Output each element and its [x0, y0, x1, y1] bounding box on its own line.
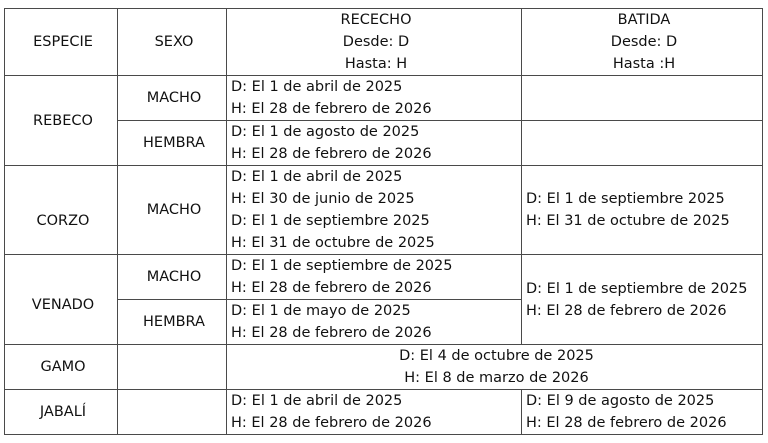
date-to: H: El 30 de junio de 2025 — [231, 191, 415, 207]
header-sexo: SEXO — [118, 9, 227, 76]
species-corzo: CORZO — [5, 166, 118, 255]
batida-dates — [522, 390, 763, 435]
header-rececho-hasta: Hasta: H — [344, 56, 408, 72]
table-row — [5, 76, 763, 121]
date-from: D: El 1 de mayo de 2025 — [231, 303, 411, 319]
header-rececho — [227, 9, 522, 76]
date-from: D: El 1 de agosto de 2025 — [231, 124, 420, 140]
date-from: D: El 1 de septiembre 2025 — [526, 191, 725, 207]
date-from: D: El 9 de agosto de 2025 — [526, 393, 715, 409]
sex-cell: MACHO — [118, 76, 227, 121]
date-to: H: El 28 de febrero de 2026 — [231, 415, 432, 431]
date-from: D: El 1 de abril de 2025 — [231, 79, 403, 95]
date-from: D: El 1 de septiembre de 2025 — [526, 280, 748, 297]
date-from: D: El 1 de abril de 2025 — [231, 393, 403, 409]
table-row — [5, 166, 763, 255]
rececho-dates — [227, 121, 522, 166]
header-row — [5, 9, 763, 76]
header-rececho-title: RECECHO — [340, 12, 412, 28]
batida-dates — [522, 166, 763, 255]
table-row — [5, 255, 763, 300]
date-to: H: El 28 de febrero de 2026 — [526, 302, 727, 319]
sex-cell-empty — [118, 345, 227, 390]
table-row — [5, 345, 763, 390]
header-especie: ESPECIE — [5, 9, 118, 76]
date-to: H: El 28 de febrero de 2026 — [231, 101, 432, 117]
date-to: H: El 28 de febrero de 2026 — [231, 280, 432, 296]
sex-cell-empty — [118, 390, 227, 435]
rececho-dates — [227, 76, 522, 121]
table-row — [5, 121, 763, 166]
batida-dates-empty — [522, 121, 763, 166]
sex-cell: HEMBRA — [118, 300, 227, 345]
sex-cell: MACHO — [118, 255, 227, 300]
species-gamo: GAMO — [5, 345, 118, 390]
rececho-dates — [227, 166, 522, 255]
sex-cell: HEMBRA — [118, 121, 227, 166]
rececho-dates — [227, 255, 522, 300]
date-from: D: El 1 de abril de 2025 — [231, 169, 403, 185]
date-to: H: El 31 de octubre de 2025 — [526, 213, 730, 229]
combined-dates — [227, 345, 763, 390]
date-to: H: El 31 de octubre de 2025 — [231, 235, 435, 251]
header-batida-desde: Desde: D — [610, 34, 678, 50]
date-from: D: El 4 de octubre de 2025 — [399, 348, 594, 364]
header-batida-title: BATIDA — [617, 12, 671, 28]
sex-cell: MACHO — [118, 166, 227, 255]
date-to: H: El 28 de febrero de 2026 — [526, 415, 727, 431]
header-batida — [522, 9, 763, 76]
batida-dates-empty — [522, 76, 763, 121]
date-from: D: El 1 de septiembre de 2025 — [231, 258, 453, 274]
species-rebeco: REBECO — [5, 76, 118, 166]
rececho-dates — [227, 300, 522, 345]
species-venado: VENADO — [5, 255, 118, 345]
batida-dates — [522, 255, 763, 345]
date-to: H: El 28 de febrero de 2026 — [231, 146, 432, 162]
table-row — [5, 390, 763, 435]
species-jabali: JABALÍ — [5, 390, 118, 435]
header-rececho-desde: Desde: D — [342, 34, 410, 50]
hunting-seasons-table — [4, 8, 763, 435]
date-from: D: El 1 de septiembre 2025 — [231, 213, 430, 229]
date-to: H: El 8 de marzo de 2026 — [404, 370, 589, 386]
header-batida-hasta: Hasta :H — [612, 56, 676, 72]
rececho-dates — [227, 390, 522, 435]
date-to: H: El 28 de febrero de 2026 — [231, 325, 432, 341]
